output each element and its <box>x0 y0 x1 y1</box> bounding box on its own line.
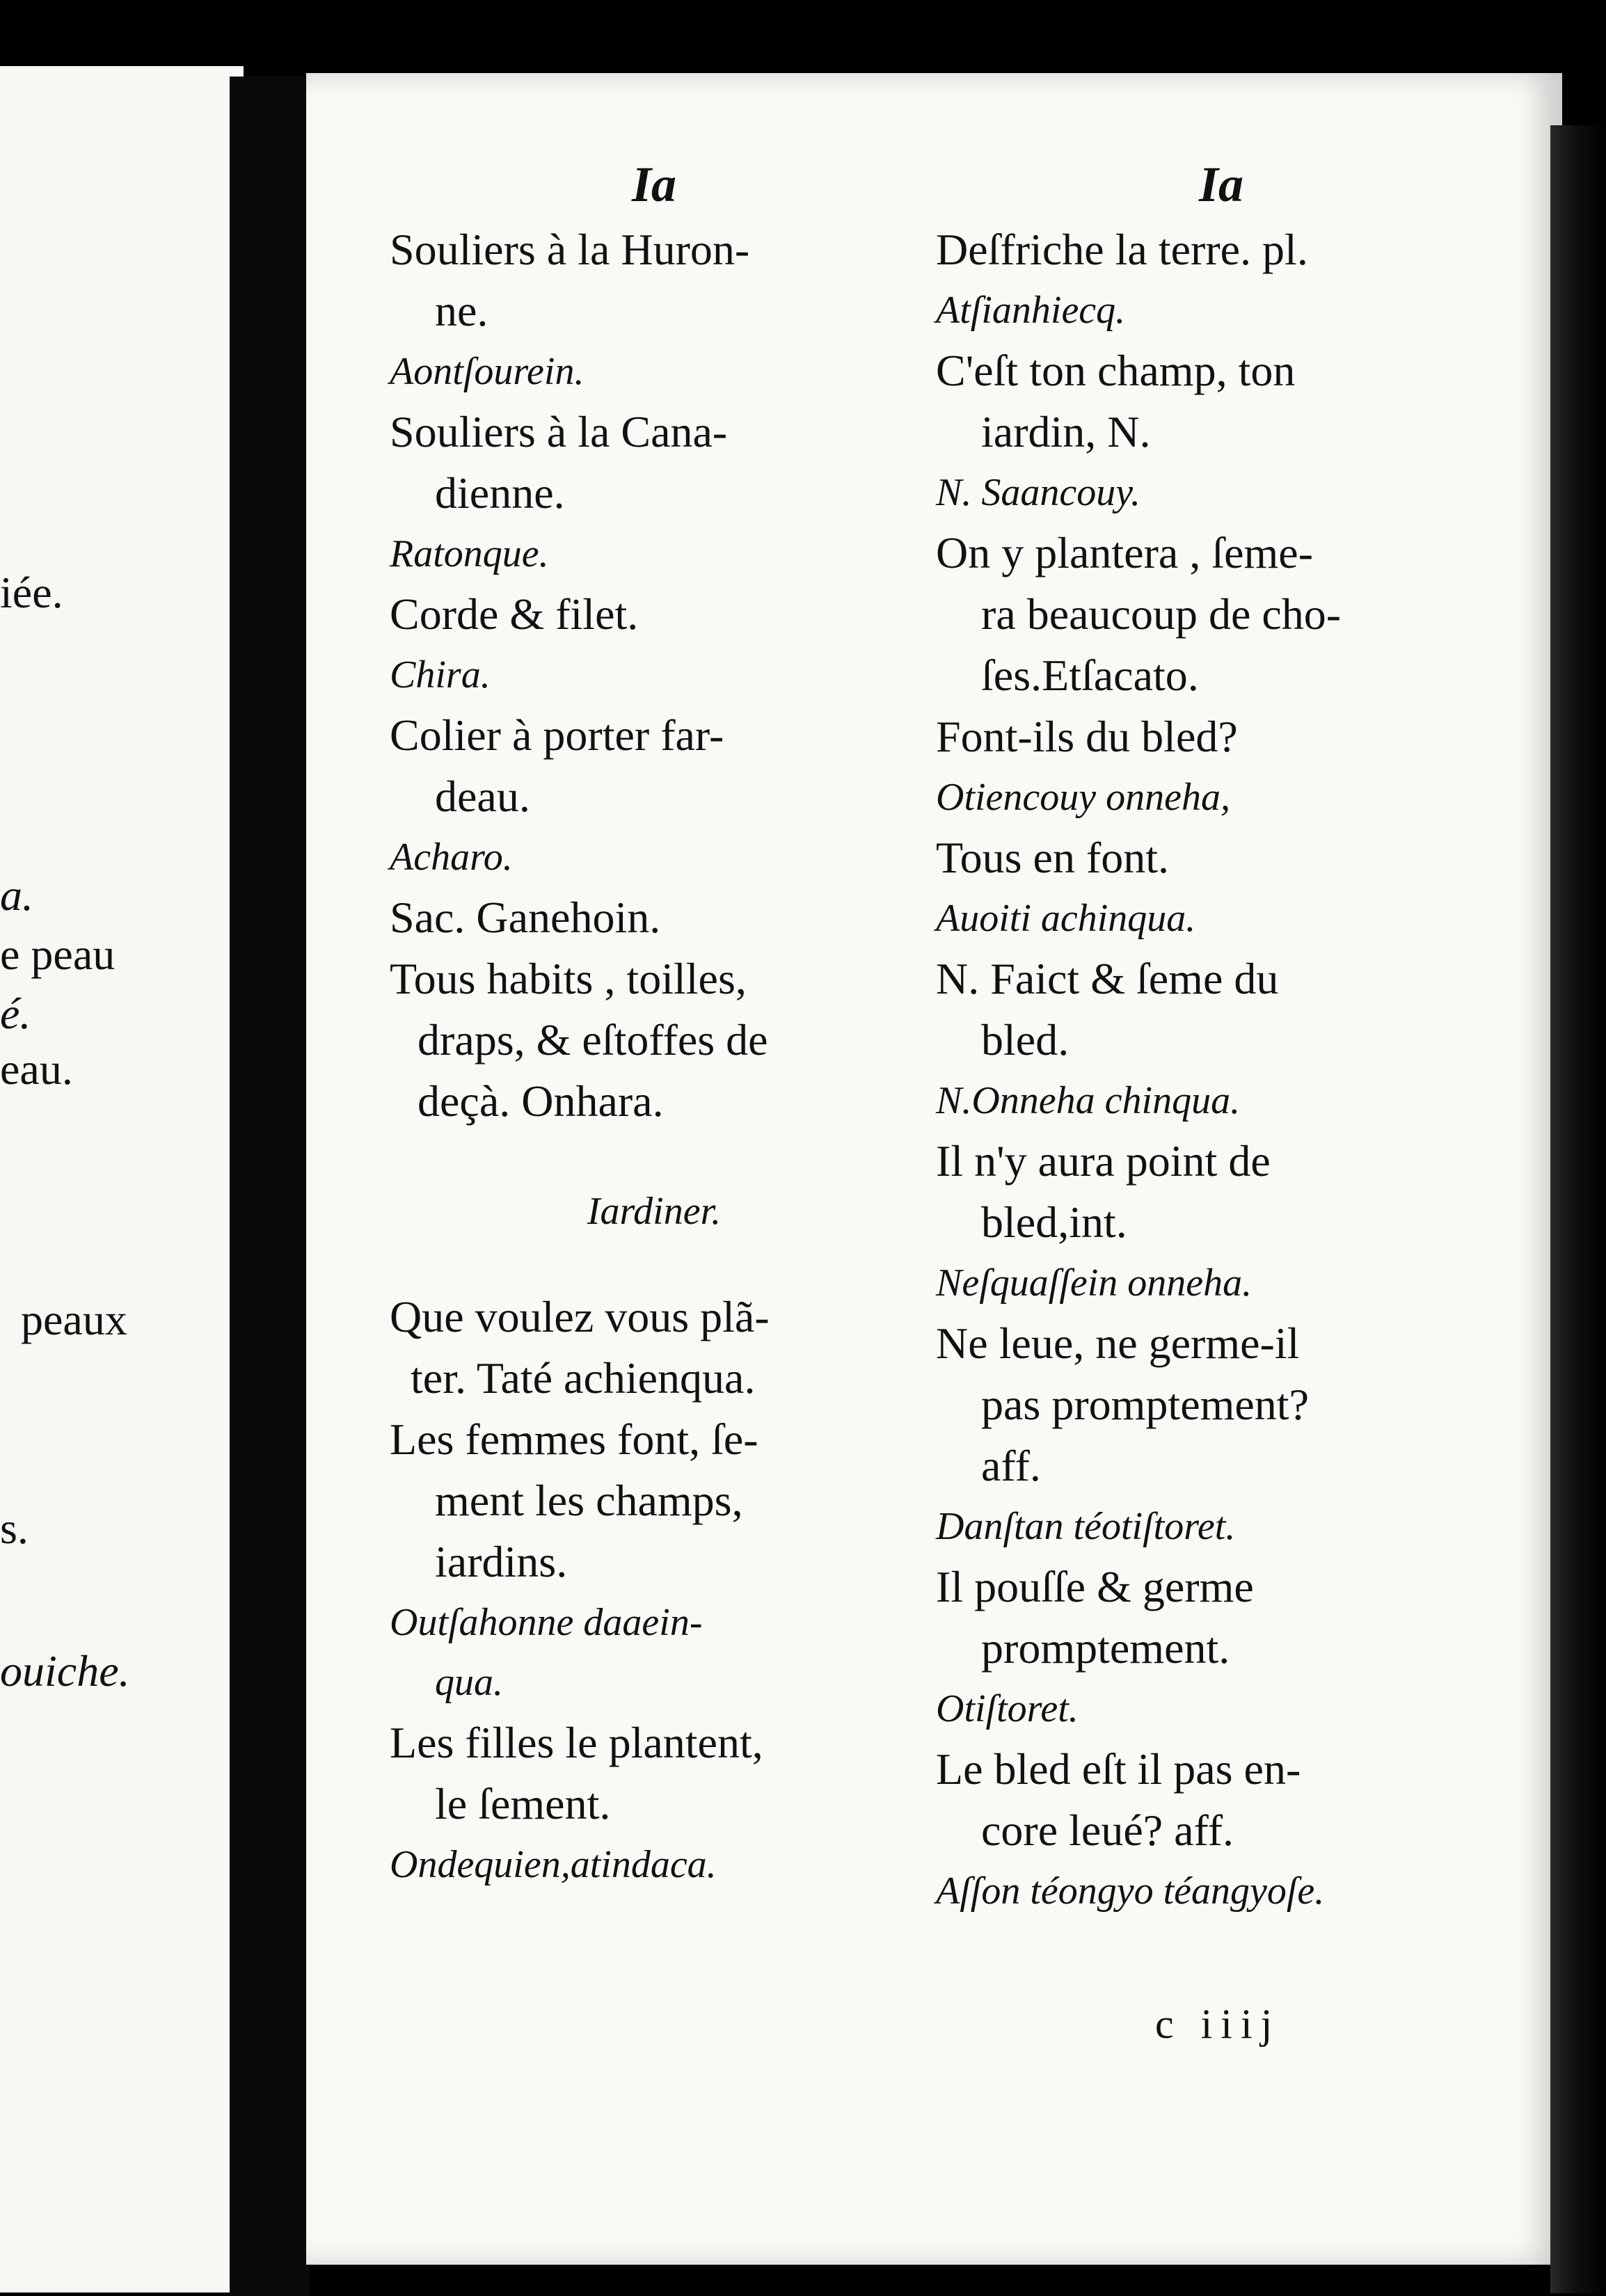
prev-page-text: eau. <box>0 1044 73 1094</box>
french-text: N. Faict & ſeme du <box>936 954 1279 1003</box>
huron-text: Chira. <box>390 653 491 696</box>
huron-text: Aontſourein. <box>390 350 585 393</box>
french-text: Le bled eſt il pas en- <box>936 1744 1301 1794</box>
french-text: On y plantera , ſeme- <box>936 528 1313 577</box>
french-text-continued: promptement. <box>981 1623 1230 1673</box>
entry <box>936 1556 1506 1739</box>
french-text-continued: le ſement. <box>435 1779 611 1828</box>
huron-text-continued: qua. <box>435 1661 503 1704</box>
signature-mark: c iiij <box>1155 2001 1281 2047</box>
french-text-continued: ne. <box>435 286 488 335</box>
french-text-continued: iardins. <box>435 1537 568 1586</box>
huron-text: N.Onneha chinqua. <box>936 1079 1241 1122</box>
entry <box>936 827 1506 948</box>
entry <box>390 219 919 401</box>
french-text-continued: ter. Taté achienqua. <box>411 1353 756 1403</box>
french-text: Corde & filet. <box>390 589 639 639</box>
prev-page-text: e peau <box>0 930 116 979</box>
entry <box>390 887 919 948</box>
french-text-continued: ſes.Etſacato. <box>981 651 1199 700</box>
french-text: Colier à porter far- <box>390 710 724 760</box>
french-text: Il pouſſe & germe <box>936 1562 1254 1611</box>
huron-text: Neſquaſſein onneha. <box>936 1261 1253 1305</box>
entry <box>390 1286 919 1409</box>
huron-text: Atſianhiecq. <box>936 289 1126 332</box>
prev-page-text: peaux <box>21 1295 127 1344</box>
prev-page-text: é. <box>0 989 31 1038</box>
page-edge <box>1550 125 1606 2293</box>
prev-page-text: iée. <box>0 568 63 617</box>
right-column <box>936 150 1506 1921</box>
french-text: Ne leue, ne germe-il <box>936 1318 1300 1368</box>
huron-text: Auoiti achinqua. <box>936 897 1196 940</box>
section-title: Iardiner. <box>587 1190 722 1233</box>
running-head: Ia <box>1198 157 1244 212</box>
entry <box>936 219 1506 340</box>
french-text: Souliers à la Huron- <box>390 225 750 274</box>
french-text: Font-ils du bled? <box>936 712 1238 761</box>
french-text: Tous habits , toilles, <box>390 954 747 1003</box>
french-text-continued: aff. <box>981 1441 1041 1490</box>
prev-page-text: a. <box>0 870 33 920</box>
huron-text: Aſſon téongyo téangyoſe. <box>936 1870 1325 1913</box>
entry <box>390 584 919 705</box>
prev-page-text: ouiche. <box>0 1646 130 1696</box>
huron-text: Otiſtoret. <box>936 1687 1079 1730</box>
french-text: Souliers à la Cana- <box>390 407 728 456</box>
book-gutter <box>230 77 310 2296</box>
french-text-continued: ra beaucoup de cho- <box>981 589 1342 639</box>
entry <box>390 948 919 1132</box>
french-text-continued: bled,int. <box>981 1197 1127 1247</box>
french-text-continued: draps, & eſtoffes de <box>418 1015 768 1065</box>
prev-page-text: s. <box>0 1504 29 1553</box>
entry <box>936 340 1506 523</box>
entry <box>936 523 1506 706</box>
entry <box>390 401 919 584</box>
previous-page-fragment <box>0 66 244 2293</box>
entry <box>390 1712 919 1895</box>
french-text: Les femmes font, ſe- <box>390 1414 758 1464</box>
entry <box>390 1409 919 1712</box>
french-text: Tous en font. <box>936 833 1170 882</box>
huron-text: Outſahonne daaein- <box>390 1601 703 1644</box>
huron-text: Acharo. <box>390 836 513 879</box>
french-text: C'eſt ton champ, ton <box>936 346 1296 395</box>
huron-text: Otiencouy onneha, <box>936 776 1230 819</box>
french-text-continued: bled. <box>981 1015 1070 1065</box>
french-text-continued: deau. <box>435 772 530 821</box>
huron-text: Danſtan téotiſtoret. <box>936 1505 1236 1548</box>
french-text: Il n'y aura point de <box>936 1136 1271 1186</box>
entry <box>936 948 1506 1131</box>
left-column <box>390 150 919 1895</box>
french-text-continued: deçà. Onhara. <box>418 1076 664 1126</box>
huron-text: Ondequien,atindaca. <box>390 1843 717 1886</box>
french-text: Les filles le plantent, <box>390 1718 763 1767</box>
entry <box>390 705 919 887</box>
entry <box>936 706 1506 827</box>
entry <box>936 1313 1506 1556</box>
french-text-continued: dienne. <box>435 468 565 518</box>
huron-text: Ratonque. <box>390 532 549 575</box>
french-text-continued: iardin, N. <box>981 407 1151 456</box>
french-text: Deſfriche la terre. pl. <box>936 225 1308 274</box>
running-head: Ia <box>631 157 677 212</box>
french-text: Que voulez vous plã- <box>390 1292 770 1341</box>
huron-text: N. Saancouy. <box>936 471 1140 514</box>
french-text-continued: pas promptement? <box>981 1380 1309 1429</box>
french-text-continued: core leué? aff. <box>981 1805 1234 1855</box>
entry <box>936 1131 1506 1313</box>
entry <box>936 1739 1506 1921</box>
french-text: Sac. Ganehoin. <box>390 893 661 942</box>
french-text-continued: ment les champs, <box>435 1476 743 1525</box>
